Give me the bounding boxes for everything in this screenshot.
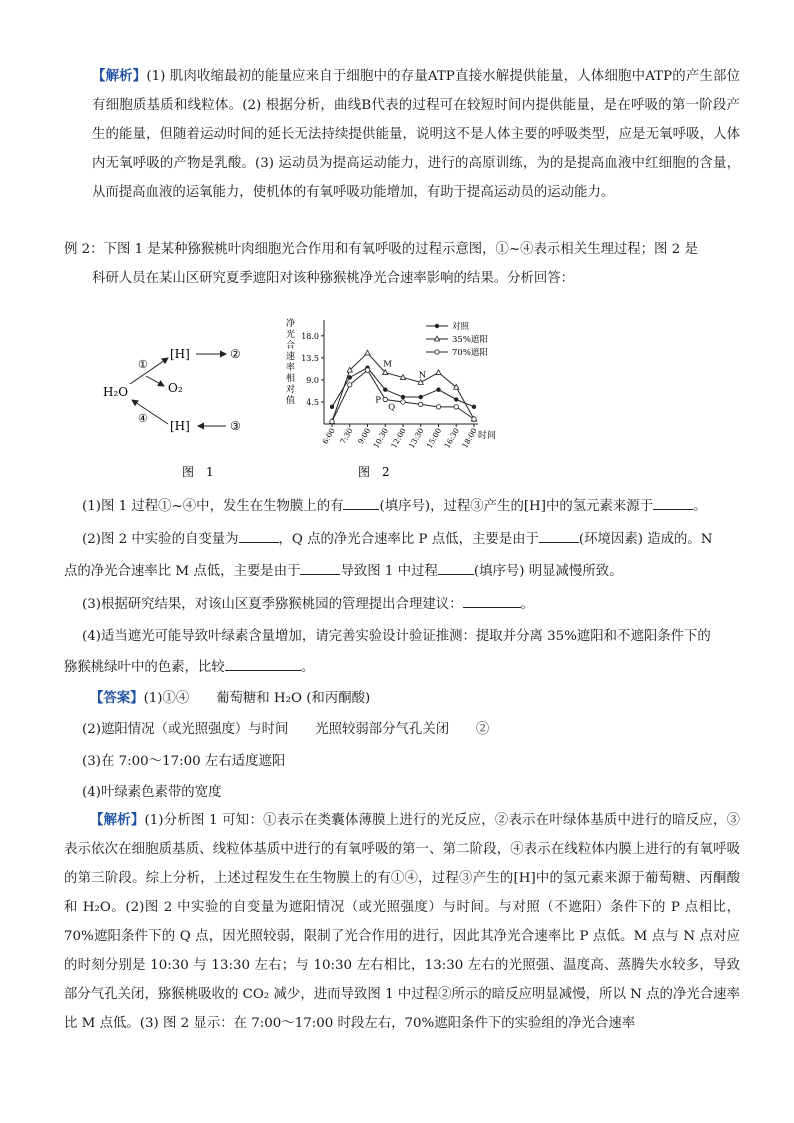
fig1-label-2: ②: [230, 347, 241, 361]
fig2-y-tick-label: 9.0: [306, 375, 319, 385]
q2-text-e: 导致图 1 中过程: [340, 564, 438, 579]
fig2-point-shade70: [419, 402, 423, 406]
analysis-tag: 【解析】: [92, 68, 147, 84]
fig2-x-tick-label: 16:30: [442, 426, 461, 450]
q2-text-d: 点的净光合速率比 M 点低，主要是由于: [64, 564, 301, 579]
fig2-x-tick-label: 10:30: [371, 426, 390, 450]
question-2-line-1: [82, 528, 712, 547]
question-3: [82, 593, 534, 612]
fig2-point-shade35: [365, 350, 370, 355]
q2-text-b: ，Q 点的净光合速率比 P 点低，主要是由于: [278, 532, 539, 547]
question-4-line-1: (4)适当遮光可能导致叶绿素含量增加，请完善实验设计验证推测：提取并分离 35%遮阳和不遮阳条件下的: [82, 629, 711, 644]
q2-blank-2[interactable]: [539, 530, 579, 543]
figure-1-diagram: [100, 330, 260, 480]
answer-line-3: (3)在 7:00～17:00 左右适度遮阳: [82, 754, 286, 769]
fig2-x-tick-label: 6:00: [320, 426, 337, 446]
fig2-legend-label: 35%遮阳: [452, 335, 488, 345]
fig2-y-title-char: 值: [286, 396, 296, 406]
example-2-line-1: 例 2：下图 1 是某种猕猴桃叶肉细胞光合作用和有氧呼吸的过程示意图，①~④表示相关生理过程；图 2 是: [64, 242, 698, 257]
fig2-point-control: [454, 397, 458, 401]
fig2-point-shade70: [365, 368, 369, 372]
fig2-label-n: N: [418, 370, 427, 381]
fig1-caption: 图 1: [182, 465, 214, 479]
q2-blank-1[interactable]: [239, 530, 279, 543]
fig2-y-title-char: 率: [286, 363, 296, 373]
answer-tag: 【答案】: [90, 690, 144, 706]
fig2-y-title-char: 合: [286, 341, 296, 351]
fig2-y-title-char: 净: [286, 319, 296, 329]
fig2-y-tick-label: 18.0: [301, 331, 319, 341]
q2-text-c: (环境因素) 造成的。N: [578, 532, 713, 547]
q4-text-c: 。: [300, 660, 315, 675]
answer-line-4: (4)叶绿素色素带的宽度: [82, 785, 222, 800]
fig2-y-tick-label: 4.5: [306, 397, 319, 407]
fig2-point-control: [472, 405, 476, 409]
fig2-point-shade70: [348, 383, 352, 387]
question-1: [82, 495, 706, 514]
fig2-point-shade70: [454, 405, 458, 409]
fig2-point-shade70: [330, 419, 334, 423]
fig2-label-m: M: [383, 359, 392, 370]
q1-blank-1[interactable]: [343, 497, 379, 510]
fig2-point-control: [383, 388, 387, 392]
fig2-point-shade70: [436, 405, 440, 409]
fig2-legend-marker: [435, 324, 439, 328]
analysis-paragraph-2: [64, 806, 740, 1038]
fig2-point-shade70: [383, 397, 387, 401]
fig2-y-title-char: 对: [286, 385, 296, 395]
fig1-label-1: ①: [138, 358, 148, 371]
fig2-series-line: [332, 353, 474, 422]
q1-blank-2[interactable]: [653, 497, 693, 510]
fig2-point-shade70: [401, 400, 405, 404]
fig1-h-top: [H]: [170, 347, 190, 361]
fig2-x-tick-label: 9:00: [356, 426, 373, 446]
fig1-h2o: H₂O: [103, 385, 129, 399]
fig1-o2: O₂: [168, 381, 183, 395]
fig2-x-tick-label: 7:30: [338, 426, 355, 446]
answer-1: (1)①④ 葡萄糖和 H₂O (和丙酮酸): [143, 691, 371, 706]
q1-text-a: (1)图 1 过程①~④中，发生在生物膜上的有: [82, 499, 344, 514]
fig2-legend-label: 70%遮阳: [452, 348, 488, 358]
q2-blank-4[interactable]: [438, 562, 474, 575]
fig2-point-shade70: [472, 417, 476, 421]
answer-line-1: [90, 687, 370, 706]
fig2-y-title-char: 光: [286, 330, 296, 340]
q3-blank[interactable]: [463, 595, 521, 608]
example-2-line-2: 科研人员在某山区研究夏季遮阳对该种猕猴桃净光合速率影响的结果。分析回答：: [92, 271, 575, 286]
fig2-x-tick-label: 13:30: [406, 426, 426, 450]
fig2-x-tick-label: 12:00: [389, 426, 408, 450]
q2-blank-3[interactable]: [300, 562, 340, 575]
fig2-label-p: P: [375, 395, 381, 406]
q3-text-a: (3)根据研究结果，对该山区夏季猕猴桃园的管理提出合理建议：: [82, 597, 463, 612]
fig1-label-3: ③: [230, 419, 241, 433]
fig2-x-title: 时间: [478, 431, 497, 441]
fig2-point-control: [330, 405, 334, 409]
q2-text-a: (2)图 2 中实验的自变量为: [82, 532, 239, 547]
fig1-arrow-o2: [146, 376, 164, 386]
fig2-caption: 图 2: [358, 465, 390, 479]
fig2-legend-marker: [435, 350, 439, 354]
question-2-line-2: [64, 560, 623, 579]
q3-text-b: 。: [520, 597, 534, 612]
q4-text-b: 猕猴桃绿叶中的色素，比较: [64, 660, 225, 675]
q2-text-f: (填序号) 明显减慢所致。: [473, 564, 623, 579]
fig2-y-title-char: 相: [286, 374, 296, 384]
q1-text-b: (填序号)，过程③产生的[H]中的氢元素来源于: [379, 499, 654, 514]
analysis-paragraph-1: [92, 62, 740, 207]
fig2-point-control: [401, 395, 405, 399]
q1-text-c: 。: [693, 499, 707, 514]
q4-blank[interactable]: [225, 658, 301, 671]
fig2-point-control: [419, 395, 423, 399]
fig1-arrow-1: [130, 358, 168, 384]
fig2-label-q: Q: [388, 402, 396, 413]
fig2-x-tick-label: 15:00: [424, 426, 444, 450]
analysis-2-tag: 【解析】: [90, 812, 145, 828]
fig2-y-title-char: 速: [286, 352, 296, 362]
fig1-h-bottom: [H]: [170, 419, 190, 433]
fig1-label-4: ④: [138, 412, 148, 425]
analysis-2-text: (1)分析图 1 可知：①表示在类囊体薄膜上进行的光反应，②表示在叶绿体基质中进行的暗反应，③表示依次在细胞质基质、线粒体基质中进行的有氧呼吸的第一、第二阶段，④表示在线粒体内膜上进行的有氧呼吸的第三阶段。综上分析，上述过程发生在生物膜上的有①④，过程③产生的[H]中的氢元素来源于葡萄糖、丙酮酸和 H₂O。(2)图 2 中实验的自变量为遮阳情况（或光照强度）与时间。与对照（不遮阳）条件下的 P 点相比，70%遮阳条件下的 Q 点，因光照较弱，限制了光合作用的进行，因此其净光合速率比 P 点低。M 点与 N 点对应的时刻分别是 10:30 与 13:30 左右；与 10:30 左右相比，13:30 左右的光照强、温度高、蒸腾失水较多，导致部分气孔关闭，猕猴桃吸收的 CO₂ 减少，进而导致图 1 中过程②所示的暗反应明显减慢，所以 N 点的净光合速率比 M 点低。(3) 图 2 显示：在 7:00～17:00 时段左右，70%遮阳条件下的实验组的净光合速率: [64, 813, 741, 1031]
fig2-legend-label: 对照: [452, 322, 470, 332]
analysis-text: (1) 肌肉收缩最初的能量应来自于细胞中的存量ATP直接水解提供能量，人体细胞中ATP的产生部位有细胞质基质和线粒体。(2) 根据分析，曲线B代表的过程可在较短时间内提供能量，是在呼吸的第一阶段产生的能量，但随着运动时间的延长无法持续提供能量，说明这不是人体主要的呼吸类型，应是无氧呼吸，人体内无氧呼吸的产物是乳酸。(3) 运动员为提高运动能力，进行的高原训练，为的是提高血液中红细胞的含量，从而提高血液的运氧能力，使机体的有氧呼吸功能增加，有助于提高运动员的运动能力。: [92, 69, 741, 200]
question-4-line-2: [64, 656, 314, 675]
fig2-y-tick-label: 13.5: [301, 353, 319, 363]
fig2-x-tick-label: 18:00: [460, 426, 479, 450]
answer-line-2: (2)遮阳情况（或光照强度）与时间 光照较弱部分气孔关闭 ②: [82, 722, 490, 737]
figure-2-chart: [278, 312, 518, 484]
fig2-point-shade35: [436, 370, 441, 375]
fig2-point-control: [436, 388, 440, 392]
